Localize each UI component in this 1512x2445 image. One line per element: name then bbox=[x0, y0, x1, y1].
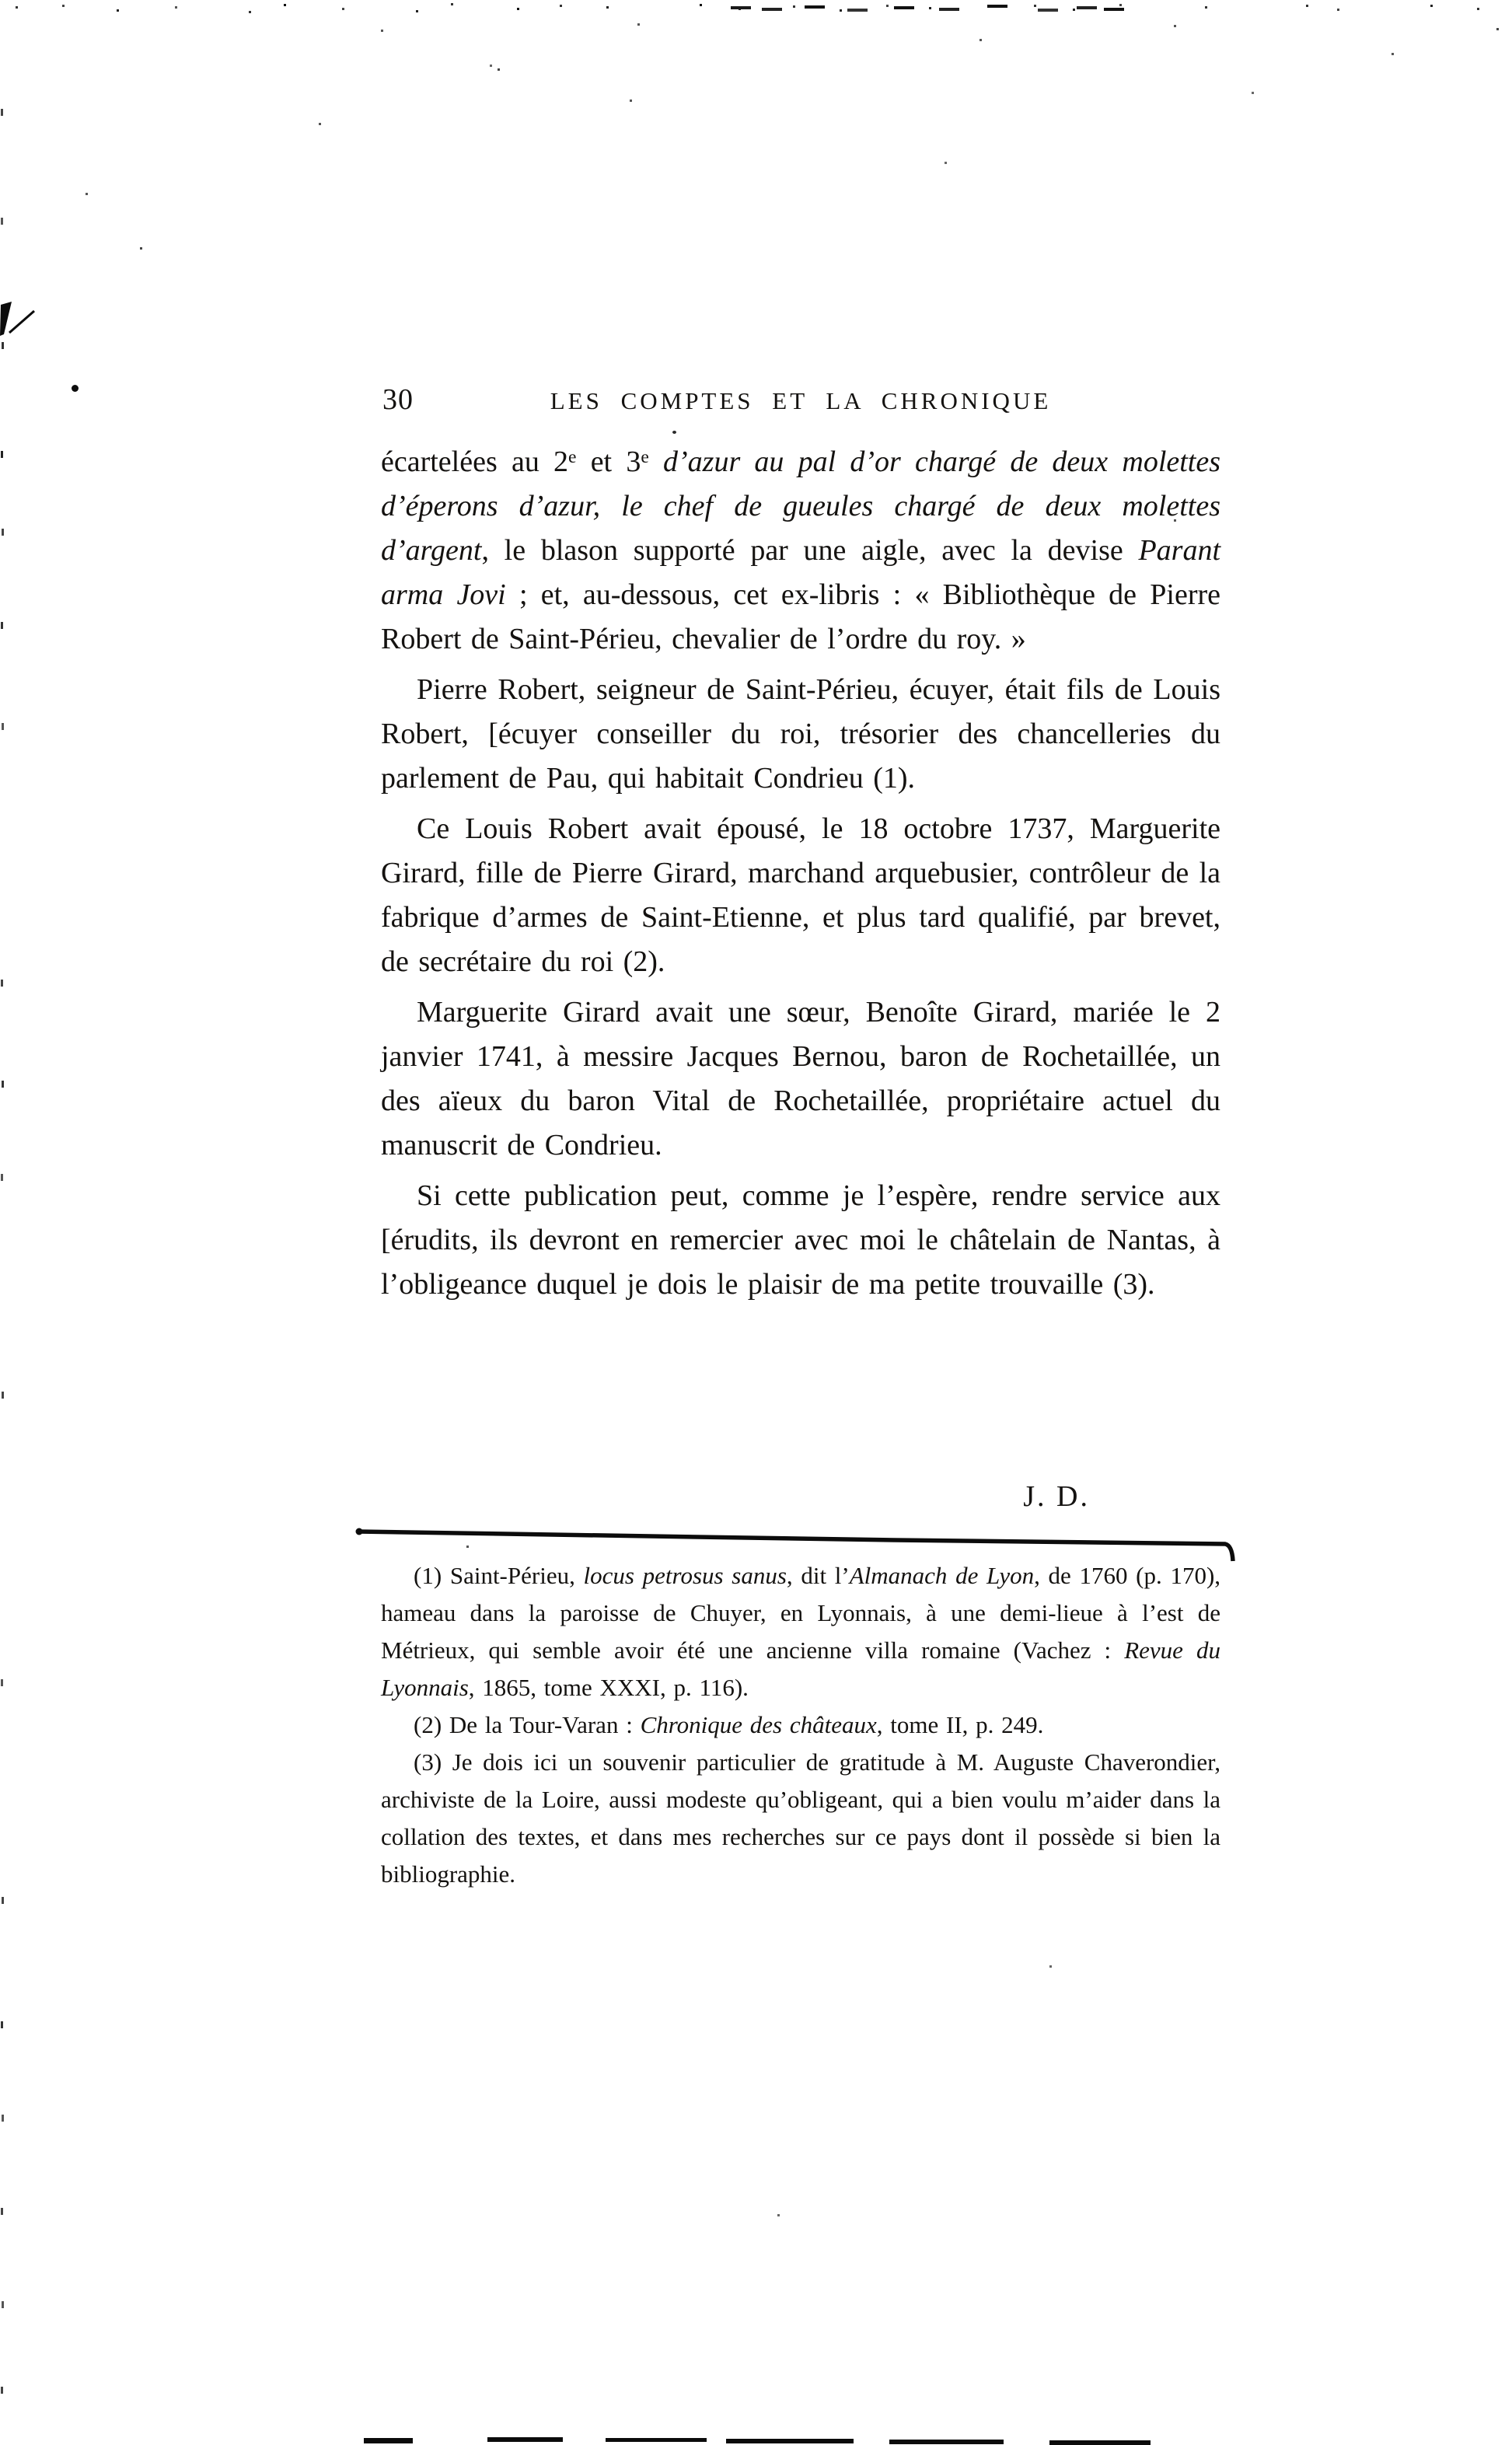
page-number: 30 bbox=[382, 383, 414, 416]
footnotes bbox=[381, 1557, 1220, 1893]
scan-artifact-left-margin bbox=[0, 302, 40, 339]
paragraph-1: écartelées au 2e et 3e d’azur au pal d’or chargé de deux molettes d’éperons d’azur, le chef de gueules chargé de deux molettes d’argent, le blason supporté par une aigle, avec la devise Parant arma Jovi ; et, au-dessous, cet ex-libris : « Bibliothèque de Pierre Robert de Saint-Périeu, chevalier de l’ordre du roy. » bbox=[381, 445, 1221, 655]
bottom-edge-segment bbox=[487, 2437, 563, 2442]
bottom-edge-segment bbox=[364, 2438, 413, 2443]
bottom-edge-segment bbox=[726, 2439, 854, 2443]
scan-noise-left-edge bbox=[1, 109, 3, 116]
paragraph-2: Pierre Robert, seigneur de Saint-Périeu, écuyer, était fils de Louis Robert, [écuyer conseiller du roi, trésorier des chancelleries du parlement de Pau, qui habitait Condrieu (1). bbox=[381, 673, 1220, 795]
scan-noise-top-dashes bbox=[731, 6, 751, 9]
footnote-2: (2) De la Tour-Varan : Chronique des châteaux, tome II, p. 249. bbox=[414, 1711, 1044, 1738]
ink-spot bbox=[72, 385, 79, 392]
paragraph-5: Si cette publication peut, comme je l’espère, rendre service aux [érudits, ils devront en remercier avec moi le châtelain de Nantas, à l’obligeance duquel je dois le plaisir de ma petite trouvaille (3). bbox=[381, 1179, 1220, 1301]
paragraph-3: Ce Louis Robert avait épousé, le 18 octobre 1737, Marguerite Girard, fille de Pierre Girard, marchand arquebusier, contrôleur de la fabrique d’armes de Saint-Etienne, et plus tard qualifié, par brevet, de secrétaire du roi (2). bbox=[381, 812, 1220, 978]
ink-speck bbox=[672, 431, 676, 434]
footnote-1: (1) Saint-Périeu, locus petrosus sanus, dit l’Almanach de Lyon, de 1760 (p. 170), hameau dans la paroisse de Chuyer, en Lyonnais, à une demi-lieue à l’est de Métrieux, qui semble avoir été une ancienne villa romaine (Vachez : Revue du Lyonnais, 1865, tome XXXI, p. 116). bbox=[381, 1562, 1221, 1701]
body-text bbox=[381, 440, 1220, 1313]
scan-noise-top bbox=[16, 6, 18, 9]
bottom-edge-segment bbox=[889, 2440, 1004, 2444]
paragraph-4: Marguerite Girard avait une sœur, Benoîte Girard, mariée le 2 janvier 1741, à messire Jacques Bernou, baron de Rochetaillée, un des aïeux du baron Vital de Rochetaillée, propriétaire actuel du manuscrit de Condrieu. bbox=[381, 996, 1220, 1161]
author-initials: J. D. bbox=[1023, 1480, 1090, 1513]
bottom-edge-segment bbox=[606, 2438, 707, 2442]
running-title: LES COMPTES ET LA CHRONIQUE bbox=[550, 387, 1052, 414]
footnote-3: (3) Je dois ici un souvenir particulier de gratitude à M. Auguste Chaverondier, archiviste de la Loire, aussi modeste qu’obligeant, qui a bien voulu m’aider dans la collation des textes, et dans mes recherches sur ce pays dont il possède si bien la bibliographie. bbox=[381, 1748, 1220, 1888]
bottom-edge-segment bbox=[1049, 2440, 1151, 2445]
